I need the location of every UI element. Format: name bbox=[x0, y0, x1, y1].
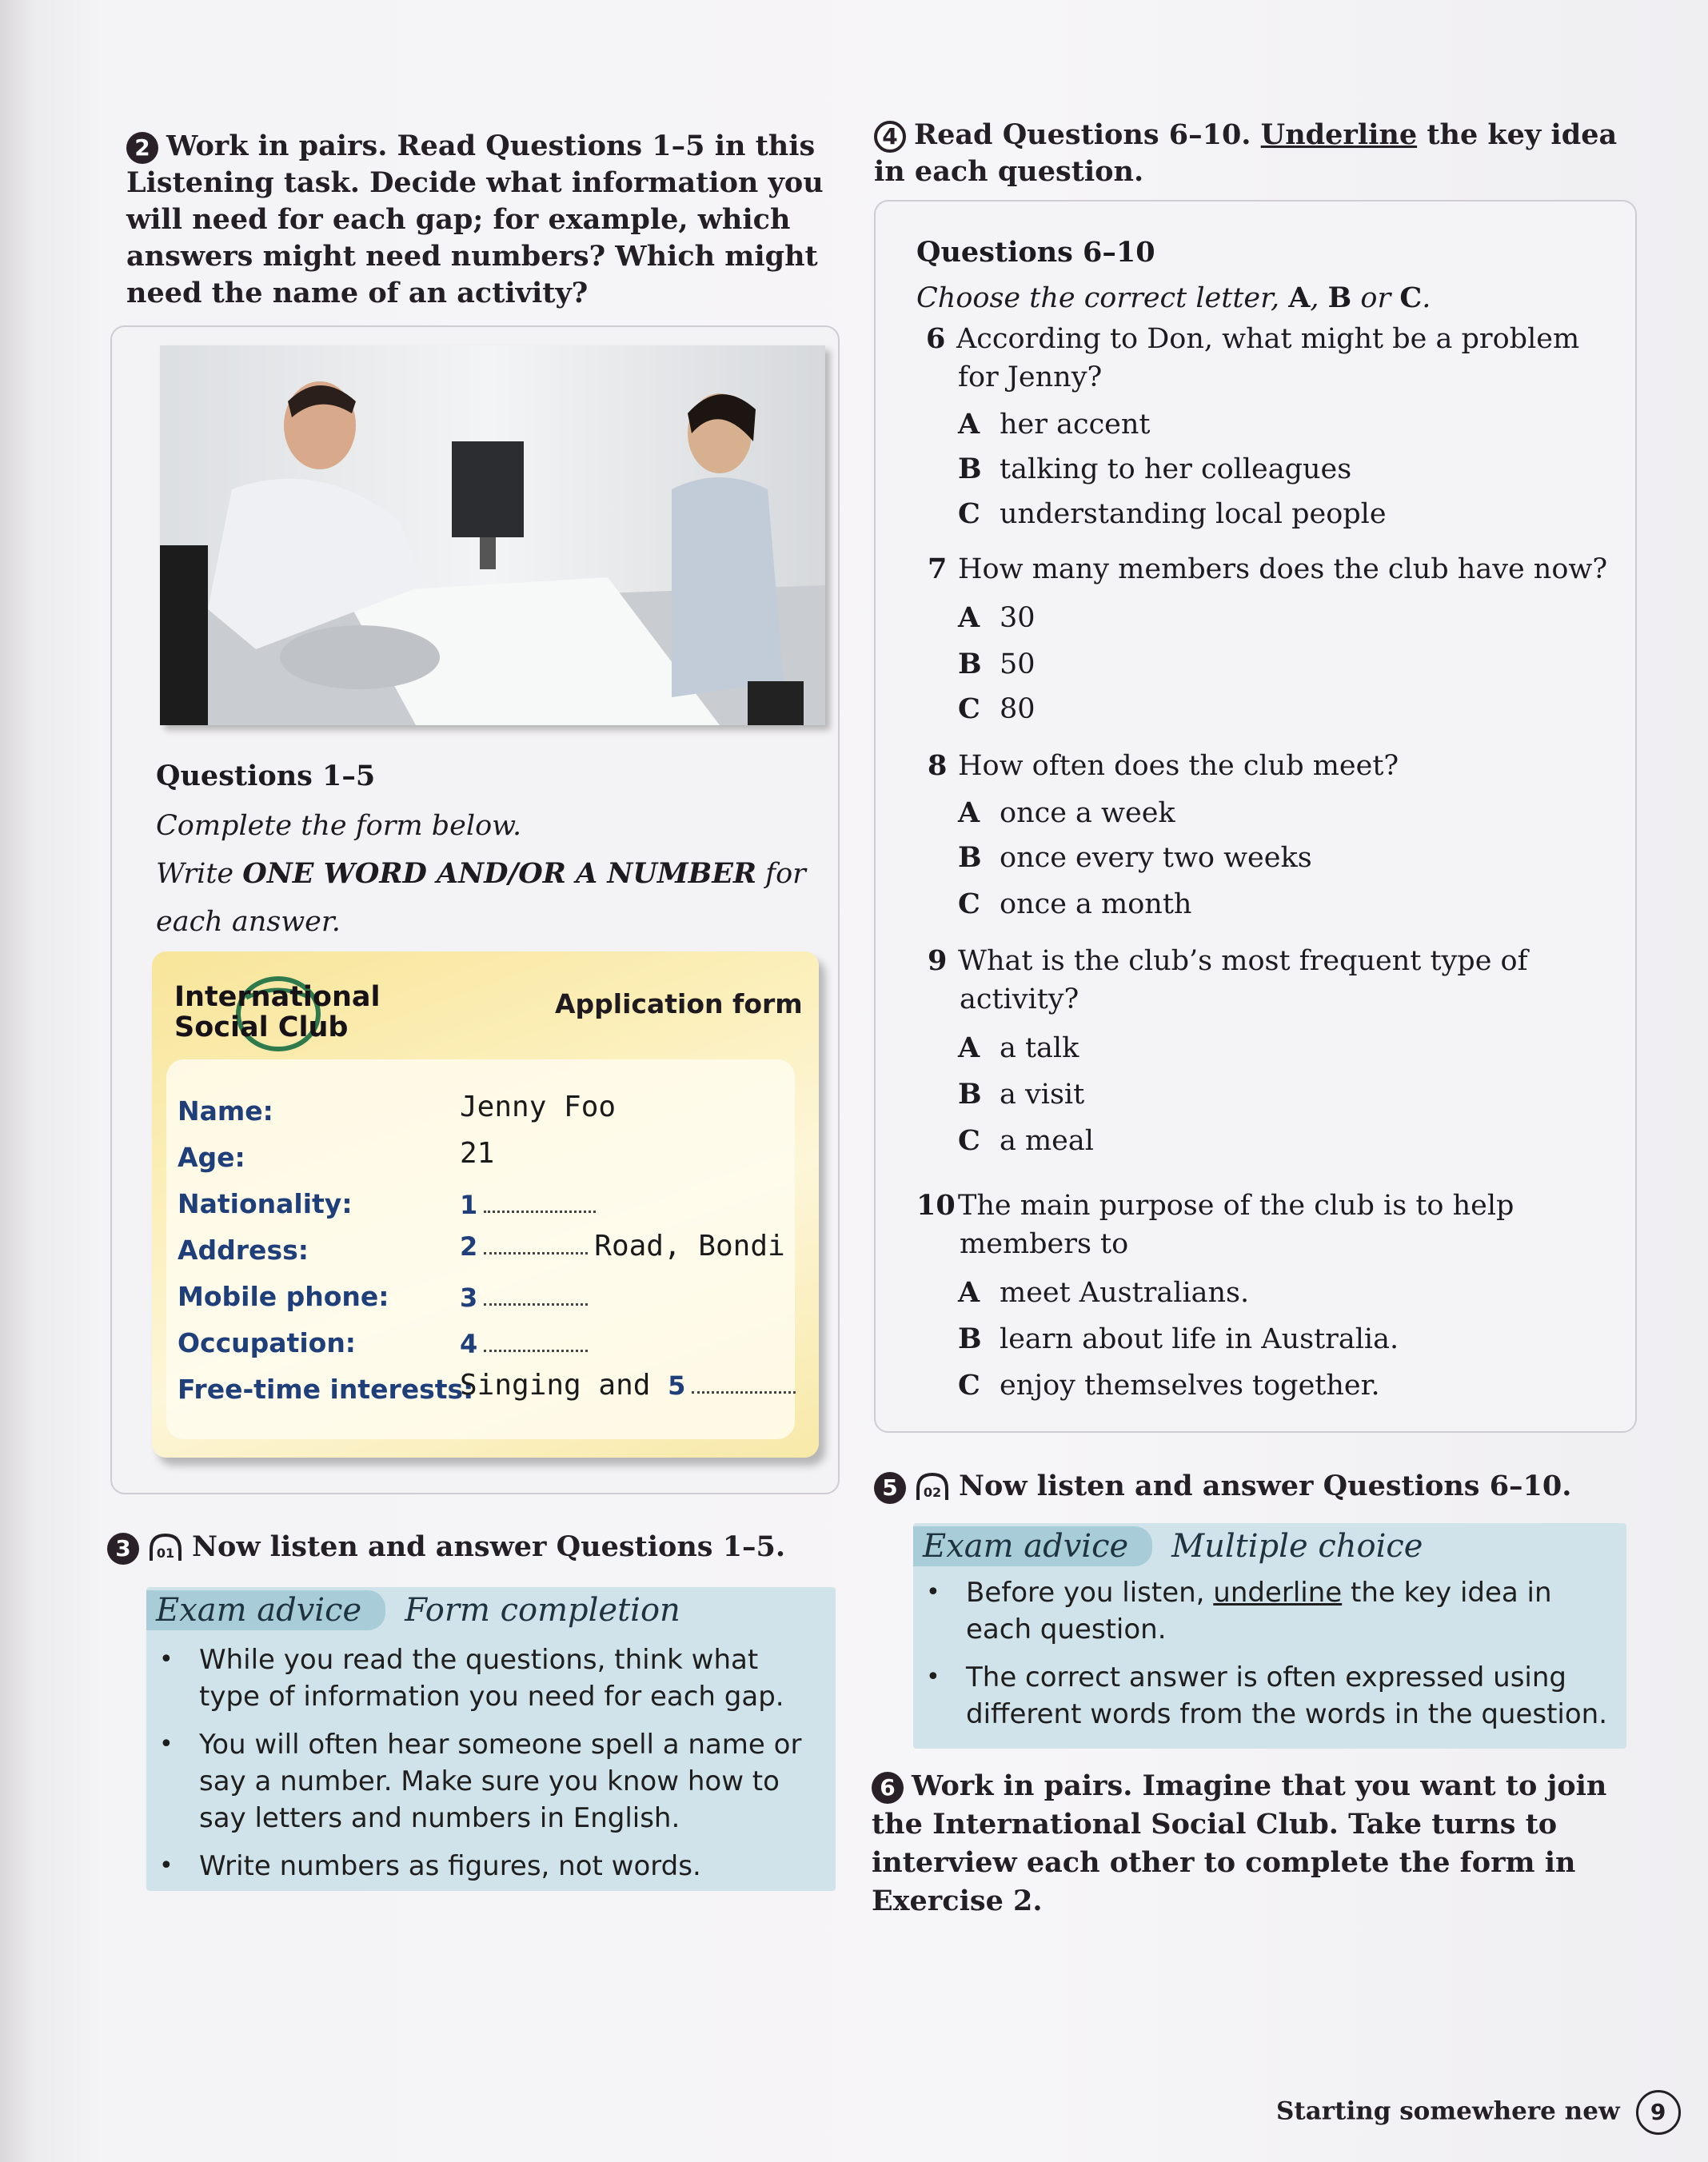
option-9b[interactable]: B a visit bbox=[958, 1078, 1085, 1111]
exercise-2-text: Work in pairs. Read Questions 1–5 in this Listening task. Decide what information you will need for each gap; for example, which answers might need numbers? Which might need the name of an activity? bbox=[126, 130, 824, 309]
advice-item: • You will often hear someone spell a name or say a number. Make sure you know how to say letters and numbers in English. bbox=[146, 1726, 820, 1837]
question-text-line-2: members to bbox=[960, 1228, 1129, 1260]
exam-advice-tab: Exam advice bbox=[913, 1526, 1152, 1566]
exercise-5-text: Now listen and answer Questions 6–10. bbox=[959, 1470, 1572, 1502]
question-text: According to Don, what might be a problem bbox=[956, 323, 1580, 355]
interview-illustration bbox=[160, 345, 825, 725]
answer-gap-5[interactable] bbox=[692, 1379, 796, 1394]
option-8a[interactable]: A once a week bbox=[958, 796, 1175, 829]
question-text: How many members does the club have now? bbox=[958, 553, 1608, 585]
exercise-5-instruction bbox=[874, 1468, 1618, 1505]
advice-item: • The correct answer is often expressed using different words from the words in the question. bbox=[913, 1659, 1610, 1733]
answer-gap-2[interactable] bbox=[484, 1240, 588, 1255]
option-8c[interactable]: C once a month bbox=[958, 888, 1192, 920]
option-7b[interactable]: B 50 bbox=[958, 648, 1036, 680]
option-9c[interactable]: C a meal bbox=[958, 1124, 1094, 1157]
gap-number: 4 bbox=[460, 1329, 478, 1359]
exam-advice-topic: Form completion bbox=[405, 1592, 680, 1629]
option-9a[interactable]: A a talk bbox=[958, 1031, 1079, 1064]
question-text: How often does the club meet? bbox=[958, 750, 1399, 782]
option-6b[interactable]: B talking to her colleagues bbox=[958, 453, 1352, 485]
option-6c[interactable]: C understanding local people bbox=[958, 497, 1387, 530]
option-7c[interactable]: C 80 bbox=[958, 692, 1036, 725]
question-number: 7 bbox=[928, 552, 948, 585]
gap-number: 1 bbox=[460, 1190, 478, 1220]
questions-1-5-instruction-2: Write ONE WORD AND/OR A NUMBER for each answer. bbox=[156, 857, 806, 938]
club-name-line-2: Social Club bbox=[174, 1011, 349, 1043]
questions-1-5-instruction-1: Complete the form below. bbox=[156, 810, 522, 842]
exercise-number-badge: 5 bbox=[874, 1472, 906, 1504]
exercise-number-badge: 3 bbox=[107, 1533, 139, 1565]
question-text: What is the club’s most frequent type of bbox=[958, 945, 1528, 977]
exercise-2-instruction bbox=[126, 128, 846, 312]
exercise-number-badge: 4 bbox=[874, 121, 906, 153]
answer-gap-4[interactable] bbox=[484, 1338, 588, 1352]
question-number: 8 bbox=[928, 749, 948, 782]
form-label: Nationality: bbox=[178, 1188, 353, 1219]
club-logo bbox=[174, 982, 381, 1043]
question-9 bbox=[928, 942, 1615, 1019]
form-label: Occupation: bbox=[178, 1327, 357, 1358]
audio-track-icon[interactable] bbox=[147, 1532, 184, 1566]
question-10 bbox=[916, 1187, 1612, 1263]
question-8 bbox=[928, 747, 1615, 785]
form-label: Age: bbox=[178, 1142, 245, 1173]
form-label: Mobile phone: bbox=[178, 1281, 389, 1312]
questions-1-5-heading: Questions 1–5 bbox=[156, 760, 376, 792]
club-name-line-1: International bbox=[174, 981, 381, 1013]
exercise-6-text: Work in pairs. Imagine that you want to join the International Social Club. Take turns to interview each other to complete the form in Exercise 2. bbox=[872, 1769, 1607, 1917]
question-number: 6 bbox=[926, 322, 946, 355]
advice-item: • Write numbers as figures, not words. bbox=[146, 1848, 820, 1885]
form-value: Jenny Foo bbox=[460, 1091, 617, 1123]
exercise-number-badge: 6 bbox=[872, 1772, 904, 1804]
exercise-3-text: Now listen and answer Questions 1–5. bbox=[192, 1530, 786, 1563]
option-7a[interactable]: A 30 bbox=[958, 601, 1036, 634]
question-text-line-2: for Jenny? bbox=[958, 361, 1103, 393]
gap-number: 3 bbox=[460, 1282, 478, 1313]
gap-number: 2 bbox=[460, 1231, 478, 1262]
answer-gap-3[interactable] bbox=[484, 1291, 588, 1306]
exercise-number-badge: 2 bbox=[126, 132, 158, 164]
advice-item: • Before you listen, underline the key idea in each question. bbox=[913, 1574, 1610, 1648]
form-value: Road, Bondi bbox=[594, 1230, 785, 1262]
exercise-3-instruction bbox=[107, 1529, 843, 1566]
form-value: 21 bbox=[460, 1137, 495, 1170]
advice-item: • While you read the questions, think what type of information you need for each gap. bbox=[146, 1641, 820, 1715]
svg-text:02: 02 bbox=[923, 1484, 942, 1500]
office-interview-photo bbox=[160, 345, 825, 725]
exam-advice-topic: Multiple choice bbox=[1171, 1528, 1423, 1565]
question-7 bbox=[928, 550, 1623, 588]
questions-6-10-heading: Questions 6–10 bbox=[916, 236, 1155, 269]
form-label: Free-time interests: bbox=[178, 1374, 474, 1405]
option-10a[interactable]: A meet Australians. bbox=[958, 1276, 1250, 1309]
option-8b[interactable]: B once every two weeks bbox=[958, 841, 1312, 874]
question-text: The main purpose of the club is to help bbox=[958, 1190, 1514, 1222]
option-10c[interactable]: C enjoy themselves together. bbox=[958, 1369, 1380, 1402]
questions-6-10-instruction: Choose the correct letter, A, B or C. bbox=[916, 281, 1431, 314]
question-6 bbox=[926, 320, 1614, 397]
audio-track-icon[interactable] bbox=[914, 1471, 951, 1505]
page-number: 9 bbox=[1636, 2090, 1681, 2135]
question-number: 10 bbox=[916, 1189, 956, 1222]
option-6a[interactable]: A her accent bbox=[958, 408, 1151, 441]
advice-list bbox=[913, 1574, 1626, 1733]
unit-title: Starting somewhere new bbox=[1276, 2096, 1620, 2126]
answer-gap-1[interactable] bbox=[484, 1199, 596, 1213]
form-label: Name: bbox=[178, 1095, 273, 1127]
exam-advice-form-completion bbox=[146, 1587, 836, 1891]
option-10b[interactable]: B learn about life in Australia. bbox=[958, 1322, 1399, 1355]
exam-advice-tab: Exam advice bbox=[146, 1590, 385, 1630]
exercise-6-instruction bbox=[872, 1767, 1639, 1921]
question-text-line-2: activity? bbox=[960, 983, 1079, 1015]
advice-list bbox=[146, 1641, 836, 1885]
gap-number: 5 bbox=[668, 1370, 686, 1401]
page-footer bbox=[1276, 2090, 1681, 2135]
exercise-4-instruction: 4 Read Questions 6–10. Underline the key idea in each question. bbox=[874, 118, 1618, 188]
form-value: Singing and bbox=[460, 1369, 651, 1402]
form-label: Address: bbox=[178, 1235, 309, 1266]
application-form-title: Application form bbox=[555, 988, 803, 1019]
question-number: 9 bbox=[928, 944, 948, 977]
exam-advice-multiple-choice bbox=[913, 1523, 1626, 1749]
svg-text:01: 01 bbox=[156, 1545, 175, 1561]
